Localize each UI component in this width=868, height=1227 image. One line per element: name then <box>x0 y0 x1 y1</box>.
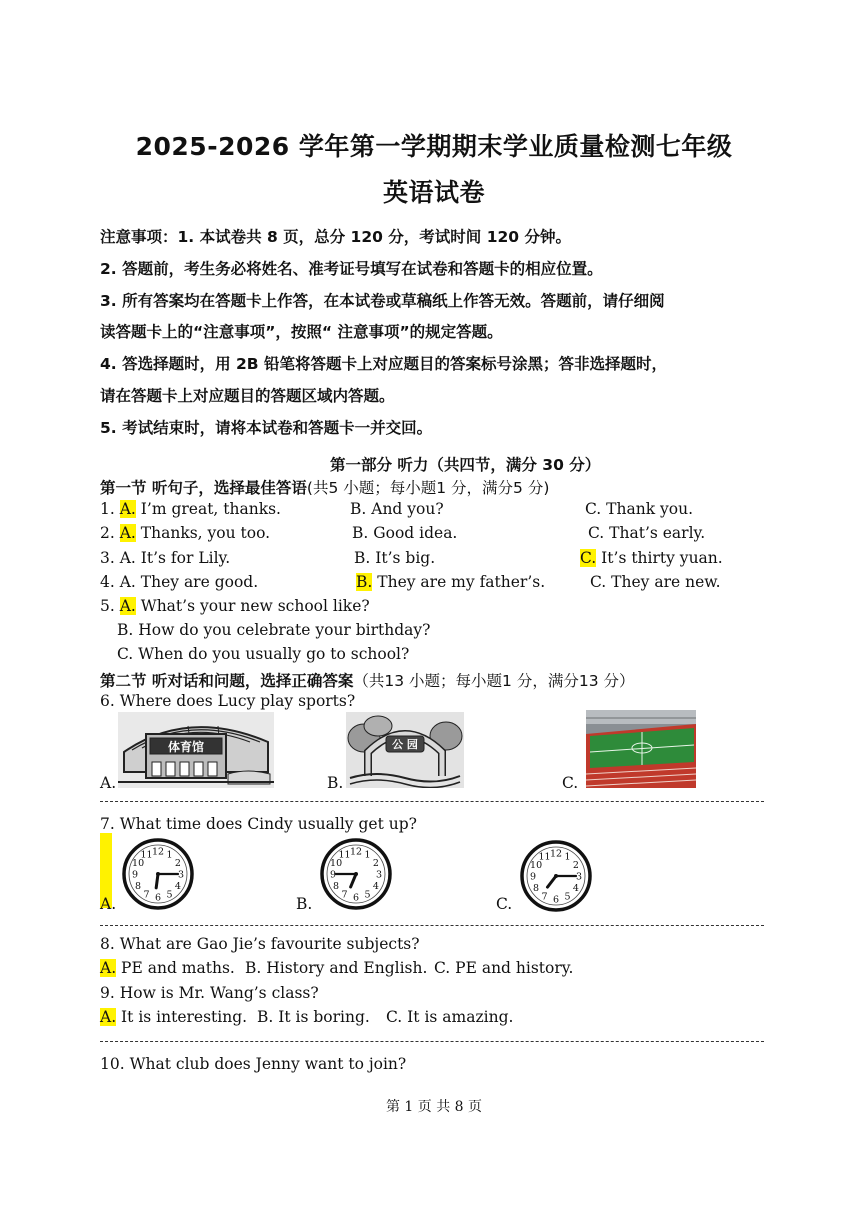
q6-question: 6. Where does Lucy play sports? <box>100 692 356 710</box>
clock-number: 1 <box>564 851 571 863</box>
page-footer: 第 1 页 共 8 页 <box>385 1099 483 1115</box>
q8-answer-a-text: PE and maths. <box>116 959 235 977</box>
park-sign: 公 园 <box>392 738 418 751</box>
notice-5: 5. 考试结束时，请将本试卷和答题卡一并交回。 <box>100 419 433 437</box>
gym-image <box>118 712 274 788</box>
q2-option-a <box>100 524 270 542</box>
q2-answer-a-letter: A. <box>119 524 136 542</box>
q4-answer-b-letter: B. <box>356 573 373 591</box>
q3-answer-c-letter: C. <box>580 549 597 567</box>
clock-number: 6 <box>352 892 360 904</box>
clock-number: 3 <box>177 869 185 881</box>
section2-heading <box>100 669 635 691</box>
section1-heading-bold: 第一节 听句子，选择最佳答语 <box>100 479 307 497</box>
clock-number: 4 <box>572 883 579 894</box>
clock-number: 4 <box>174 881 181 892</box>
clock-number: 12 <box>349 846 363 858</box>
section2-heading-bold: 第二节 听对话和问题，选择正确答案 <box>100 672 354 690</box>
clock-number: 1 <box>166 849 173 861</box>
clock-c-icon <box>518 838 594 914</box>
clock-number: 9 <box>529 871 537 883</box>
clock-number: 6 <box>552 894 560 906</box>
notice-4: 4. 答选择题时，用 2B 铅笔将答题卡上对应题目的答案标号涂黑；答非选择题时， <box>100 355 667 373</box>
divider-2 <box>100 925 764 926</box>
part1-heading: 第一部分 听力（共四节，满分 30 分） <box>330 456 601 474</box>
q9-question: 9. How is Mr. Wang’s class? <box>100 984 319 1002</box>
q5-answer-a-letter: A. <box>119 597 136 615</box>
q8-question: 8. What are Gao Jie’s favourite subjects? <box>100 935 420 953</box>
q7-label-c: C. <box>496 895 513 913</box>
clock-center <box>554 874 558 878</box>
clock-number: 8 <box>533 883 540 894</box>
clock-number: 8 <box>333 881 340 892</box>
clock-hour-hand <box>156 874 158 888</box>
clock-number: 3 <box>375 869 383 881</box>
clock-number: 7 <box>341 889 348 901</box>
clock-number: 9 <box>131 869 139 881</box>
clock-number: 12 <box>549 848 563 860</box>
q7-question: 7. What time does Cindy usually get up? <box>100 815 417 833</box>
clock-number: 2 <box>572 860 579 871</box>
clock-number: 10 <box>530 860 543 871</box>
notice-1: 注意事项：1. 本试卷共 8 页，总分 120 分，考试时间 120 分钟。 <box>100 228 571 246</box>
clock-number: 10 <box>132 858 145 869</box>
q1-option-b: B. And you? <box>350 500 444 518</box>
clock-number: 11 <box>538 851 551 863</box>
park-image <box>346 712 464 788</box>
q1-answer-a-letter: A. <box>119 500 136 518</box>
q9-option-c: C. It is amazing. <box>386 1008 514 1026</box>
q9-answer-a-text: It is interesting. <box>116 1008 248 1026</box>
q5-number: 5. <box>100 597 120 615</box>
clock-center <box>354 872 358 876</box>
q3-option-a: 3. A. It’s for Lily. <box>100 549 231 567</box>
q8-option-b: B. History and English. <box>245 959 428 977</box>
q2-answer-a-text: Thanks, you too. <box>135 524 271 542</box>
notice-4-cont: 请在答题卡上对应题目的答题区域内答题。 <box>100 387 395 405</box>
clock-number: 12 <box>151 846 165 858</box>
clock-number: 5 <box>166 889 173 901</box>
q3-option-b: B. It’s big. <box>354 549 436 567</box>
q5-answer-a-text: What’s your new school like? <box>135 597 370 615</box>
notice-3-cont: 读答题卡上的“注意事项”，按照“ 注意事项”的规定答题。 <box>100 323 503 341</box>
section2-heading-rest: （共13 小题；每小题1 分，满分13 分） <box>353 672 635 690</box>
q3-option-c <box>580 549 723 567</box>
notice-3: 3. 所有答案均在答题卡上作答，在本试卷或草稿纸上作答无效。答题前，请仔细阅 <box>100 292 665 310</box>
q8-answer-a-letter: A. <box>100 959 117 977</box>
q7-label-b: B. <box>296 895 313 913</box>
section1-heading <box>100 476 549 498</box>
q9-option-b: B. It is boring. <box>257 1008 370 1026</box>
q4-option-b <box>356 573 545 591</box>
clock-number: 11 <box>338 849 351 861</box>
q4-option-c: C. They are new. <box>590 573 721 591</box>
clock-number: 10 <box>330 858 343 869</box>
q5-option-a <box>100 597 370 615</box>
divider-1 <box>100 801 764 802</box>
clock-number: 8 <box>135 881 142 892</box>
q3-answer-c-text: It’s thirty yuan. <box>596 549 723 567</box>
q5-option-b: B. How do you celebrate your birthday? <box>117 621 431 639</box>
clock-number: 11 <box>140 849 153 861</box>
q10-question: 10. What club does Jenny want to join? <box>100 1055 407 1073</box>
clock-number: 2 <box>372 858 379 869</box>
q9-answer-a-letter: A. <box>100 1008 117 1026</box>
divider-3 <box>100 1041 764 1042</box>
exam-subtitle: 英语试卷 <box>382 178 485 207</box>
clock-a-icon <box>120 836 196 912</box>
clock-number: 7 <box>143 889 150 901</box>
clock-center <box>156 872 160 876</box>
clock-number: 7 <box>541 891 548 903</box>
q2-option-b: B. Good idea. <box>352 524 458 542</box>
q6-label-b: B. <box>327 774 344 792</box>
clock-number: 2 <box>174 858 181 869</box>
q9-option-a <box>100 1008 247 1026</box>
q7-label-a: A. <box>100 895 117 913</box>
q6-label-a: A. <box>100 774 117 792</box>
q6-label-c: C. <box>562 774 579 792</box>
gym-sign: 体育馆 <box>167 740 205 754</box>
q2-number: 2. <box>100 524 120 542</box>
q1-option-a <box>100 500 281 518</box>
clock-b-icon <box>318 836 394 912</box>
exam-title: 2025-2026 学年第一学期期末学业质量检测七年级 <box>135 132 733 161</box>
q4-option-a: 4. A. They are good. <box>100 573 259 591</box>
clock-number: 3 <box>575 871 583 883</box>
section1-heading-rest: (共5 小题；每小题1 分，满分5 分) <box>306 479 550 497</box>
q1-answer-a-text: I’m great, thanks. <box>135 500 281 518</box>
q1-number: 1. <box>100 500 120 518</box>
q2-option-c: C. That’s early. <box>588 524 706 542</box>
clock-number: 1 <box>364 849 371 861</box>
playground-image <box>586 710 696 788</box>
q8-option-c: C. PE and history. <box>434 959 574 977</box>
q8-option-a <box>100 959 235 977</box>
notice-2: 2. 答题前，考生务必将姓名、准考证号填写在试卷和答题卡的相应位置。 <box>100 260 603 278</box>
clock-number: 6 <box>154 892 162 904</box>
clock-number: 5 <box>364 889 371 901</box>
q1-option-c: C. Thank you. <box>585 500 694 518</box>
clock-number: 9 <box>329 869 337 881</box>
q5-option-c: C. When do you usually go to school? <box>117 645 410 663</box>
clock-number: 4 <box>372 881 379 892</box>
q4-answer-b-text: They are my father’s. <box>372 573 546 591</box>
clock-number: 5 <box>564 891 571 903</box>
